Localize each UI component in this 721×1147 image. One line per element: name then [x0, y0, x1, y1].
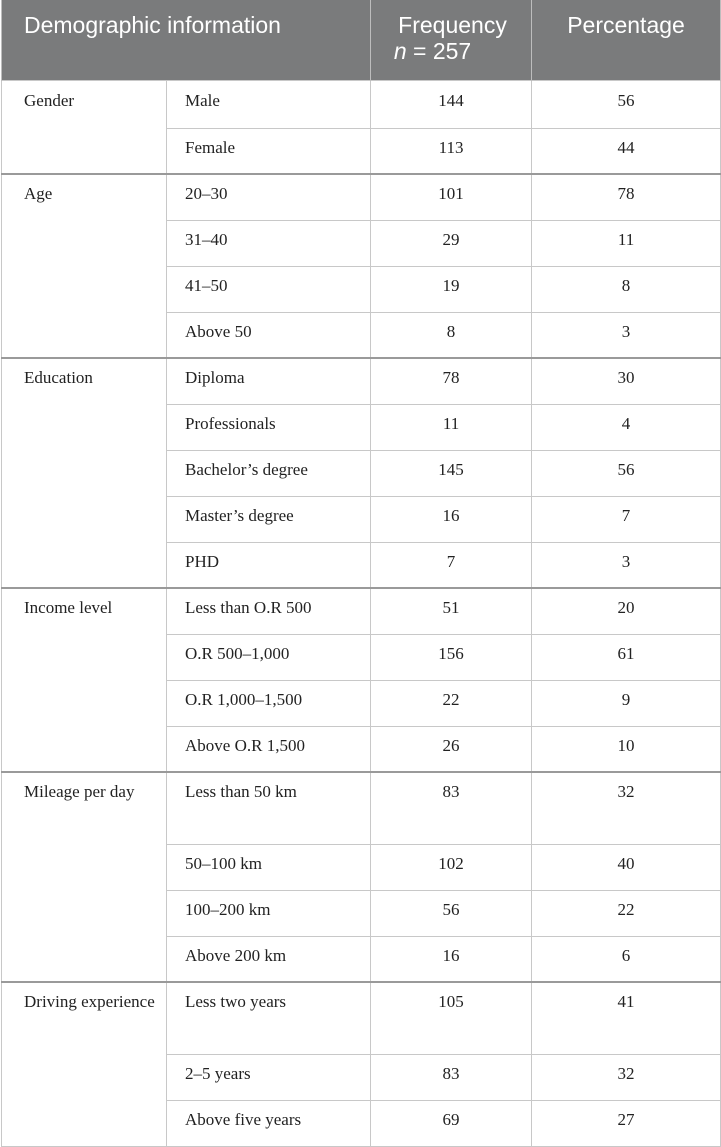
frequency-cell: 83 — [371, 1054, 532, 1100]
percentage-cell: 32 — [532, 772, 721, 844]
subcategory-cell: 50–100 km — [167, 844, 371, 890]
subcategory-cell: Above 200 km — [167, 936, 371, 982]
header-n-label: n — [393, 38, 407, 64]
percentage-cell: 22 — [532, 890, 721, 936]
header-n — [394, 38, 471, 64]
subcategory-cell: Less than O.R 500 — [167, 588, 371, 634]
frequency-cell: 102 — [371, 844, 532, 890]
percentage-cell: 9 — [532, 680, 721, 726]
percentage-cell: 30 — [532, 358, 721, 404]
subcategory-cell: PHD — [167, 542, 371, 588]
frequency-cell: 51 — [371, 588, 532, 634]
percentage-cell: 56 — [532, 450, 721, 496]
header-demographic: Demographic information — [2, 0, 371, 80]
frequency-cell: 11 — [371, 404, 532, 450]
frequency-cell: 29 — [371, 220, 532, 266]
percentage-cell: 8 — [532, 266, 721, 312]
demographics-table — [1, 0, 721, 1147]
table-row — [2, 174, 721, 220]
frequency-cell: 101 — [371, 174, 532, 220]
percentage-cell: 6 — [532, 936, 721, 982]
subcategory-cell: Female — [167, 128, 371, 174]
percentage-cell: 27 — [532, 1100, 721, 1146]
frequency-cell: 156 — [371, 634, 532, 680]
percentage-cell: 40 — [532, 844, 721, 890]
subcategory-cell: Professionals — [167, 404, 371, 450]
subcategory-cell: Bachelor’s degree — [167, 450, 371, 496]
header-frequency — [371, 0, 532, 80]
frequency-cell: 78 — [371, 358, 532, 404]
subcategory-cell: 2–5 years — [167, 1054, 371, 1100]
subcategory-cell: Male — [167, 80, 371, 128]
percentage-cell: 56 — [532, 80, 721, 128]
frequency-cell: 7 — [371, 542, 532, 588]
header-row — [2, 0, 721, 80]
category-cell: Age — [2, 174, 167, 358]
frequency-cell: 105 — [371, 982, 532, 1054]
frequency-cell: 22 — [371, 680, 532, 726]
frequency-cell: 56 — [371, 890, 532, 936]
header-percentage: Percentage — [532, 0, 721, 80]
category-cell: Driving experience — [2, 982, 167, 1146]
subcategory-cell: 20–30 — [167, 174, 371, 220]
table-row — [2, 588, 721, 634]
frequency-cell: 16 — [371, 496, 532, 542]
table-row — [2, 772, 721, 844]
table-row — [2, 80, 721, 128]
percentage-cell: 3 — [532, 542, 721, 588]
subcategory-cell: Master’s degree — [167, 496, 371, 542]
subcategory-cell: Diploma — [167, 358, 371, 404]
subcategory-cell: O.R 500–1,000 — [167, 634, 371, 680]
subcategory-cell: 31–40 — [167, 220, 371, 266]
frequency-cell: 26 — [371, 726, 532, 772]
frequency-cell: 8 — [371, 312, 532, 358]
percentage-cell: 4 — [532, 404, 721, 450]
subcategory-cell: 41–50 — [167, 266, 371, 312]
percentage-cell: 78 — [532, 174, 721, 220]
table-row — [2, 358, 721, 404]
frequency-cell: 19 — [371, 266, 532, 312]
frequency-cell: 144 — [371, 80, 532, 128]
percentage-cell: 41 — [532, 982, 721, 1054]
frequency-cell: 69 — [371, 1100, 532, 1146]
header-frequency-label: Frequency — [398, 12, 507, 38]
percentage-cell: 44 — [532, 128, 721, 174]
frequency-cell: 113 — [371, 128, 532, 174]
category-cell: Education — [2, 358, 167, 588]
category-cell: Mileage per day — [2, 772, 167, 982]
subcategory-cell: Above O.R 1,500 — [167, 726, 371, 772]
percentage-cell: 3 — [532, 312, 721, 358]
percentage-cell: 20 — [532, 588, 721, 634]
category-cell: Income level — [2, 588, 167, 772]
header-n-value: = 257 — [413, 38, 472, 64]
subcategory-cell: 100–200 km — [167, 890, 371, 936]
percentage-cell: 61 — [532, 634, 721, 680]
percentage-cell: 32 — [532, 1054, 721, 1100]
category-cell: Gender — [2, 80, 167, 174]
subcategory-cell: Above 50 — [167, 312, 371, 358]
percentage-cell: 11 — [532, 220, 721, 266]
subcategory-cell: O.R 1,000–1,500 — [167, 680, 371, 726]
percentage-cell: 7 — [532, 496, 721, 542]
table-row — [2, 982, 721, 1054]
frequency-cell: 83 — [371, 772, 532, 844]
subcategory-cell: Less two years — [167, 982, 371, 1054]
frequency-cell: 16 — [371, 936, 532, 982]
subcategory-cell: Above five years — [167, 1100, 371, 1146]
percentage-cell: 10 — [532, 726, 721, 772]
frequency-cell: 145 — [371, 450, 532, 496]
subcategory-cell: Less than 50 km — [167, 772, 371, 844]
